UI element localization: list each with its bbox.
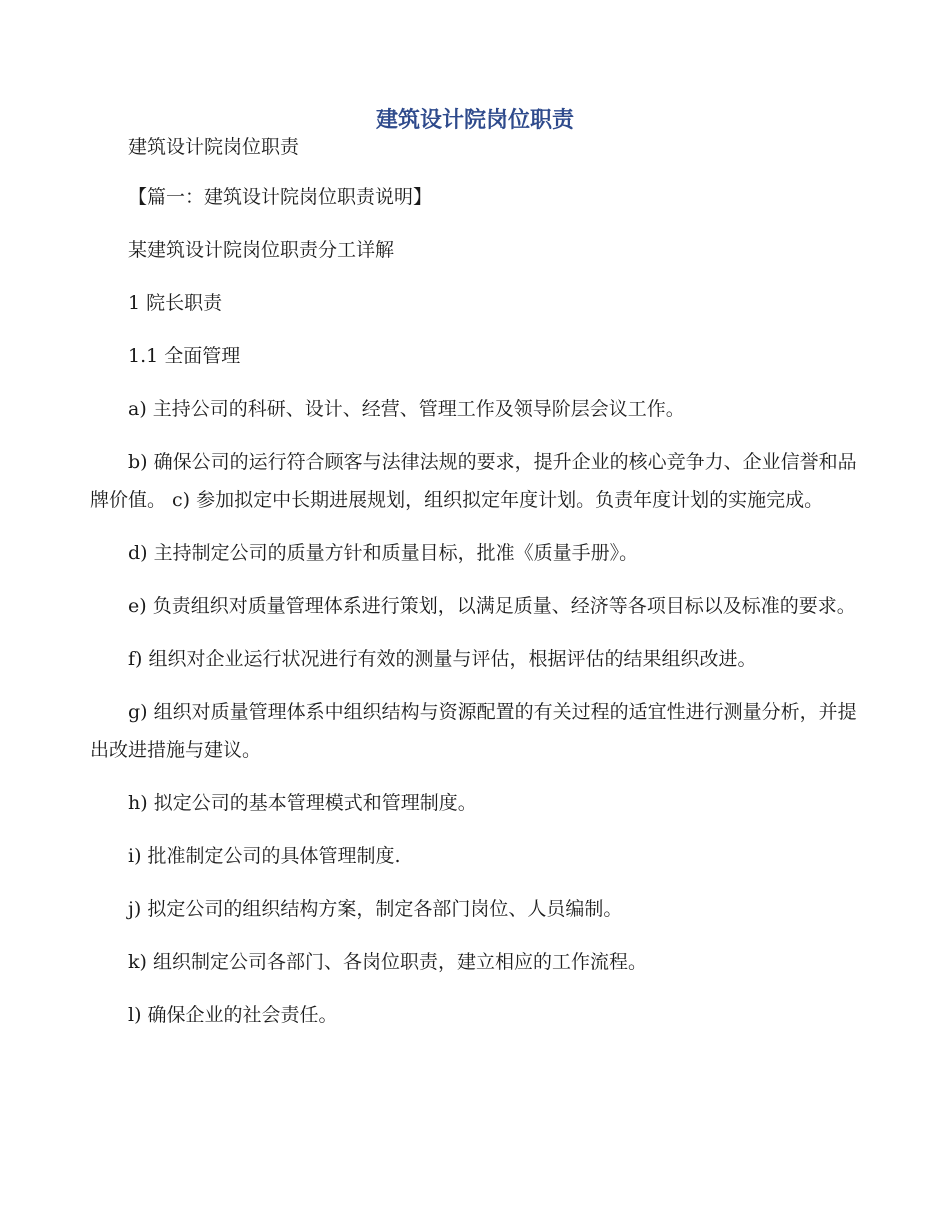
paragraph: j) 拟定公司的组织结构方案，制定各部门岗位、人员编制。: [128, 898, 623, 920]
paragraph: d) 主持制定公司的质量方针和质量目标，批准《质量手册》。: [128, 542, 639, 564]
paragraph: 某建筑设计院岗位职责分工详解: [128, 239, 395, 261]
document-title: 建筑设计院岗位职责: [375, 107, 574, 133]
paragraph: h) 拟定公司的基本管理模式和管理制度。: [128, 792, 477, 814]
paragraph: l) 确保企业的社会责任。: [128, 1004, 338, 1026]
subsection-heading: 1.1 全面管理: [128, 345, 241, 367]
paragraph: g) 组织对质量管理体系中组织结构与资源配置的有关过程的适宜性进行测量分析，并提出改进措施与建议。: [90, 701, 857, 761]
document-body: [90, 128, 858, 1049]
paragraph: k) 组织制定公司各部门、各岗位职责，建立相应的工作流程。: [128, 951, 647, 973]
paragraph: b) 确保公司的运行符合顾客与法律法规的要求，提升企业的核心竞争力、企业信誉和品牌价值。 c) 参加拟定中长期进展规划，组织拟定年度计划。负责年度计划的实施完成。: [90, 451, 857, 511]
section-heading: 1 院长职责: [128, 292, 223, 314]
paragraph: a) 主持公司的科研、设计、经营、管理工作及领导阶层会议工作。: [128, 398, 685, 420]
paragraph: 建筑设计院岗位职责: [128, 136, 300, 158]
paragraph: i) 批准制定公司的具体管理制度.: [128, 845, 401, 867]
paragraph: 【篇一：建筑设计院岗位职责说明】: [128, 186, 433, 208]
paragraph: f) 组织对企业运行状况进行有效的测量与评估，根据评估的结果组织改进。: [128, 648, 757, 670]
paragraph: e) 负责组织对质量管理体系进行策划，以满足质量、经济等各项目标以及标准的要求。: [128, 595, 856, 617]
